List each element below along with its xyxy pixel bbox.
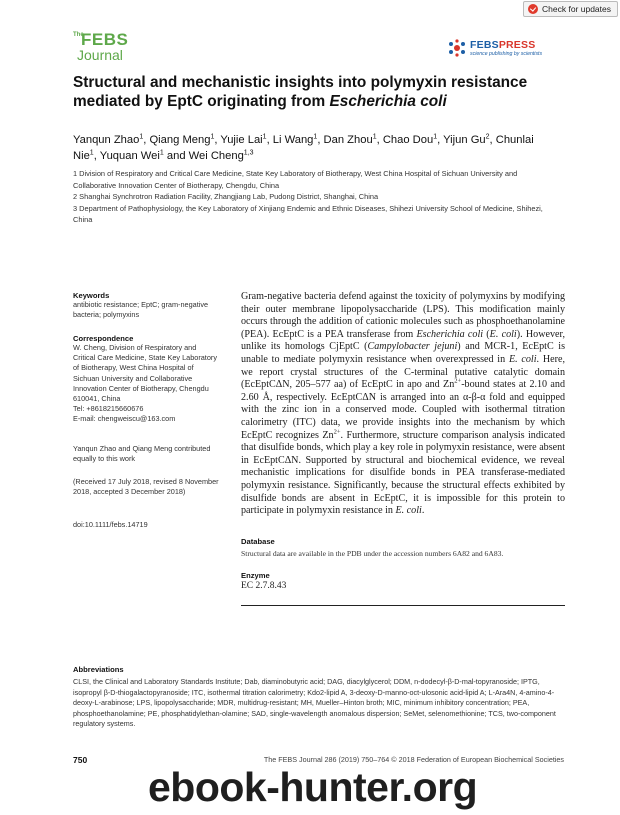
author-name: Chao Dou$^1$ [382, 133, 438, 146]
logo-the: The [73, 32, 84, 38]
author-name: Yuquan Wei$^1$ [99, 149, 164, 162]
author-affiliation-mark: 1 [313, 133, 318, 141]
author-affiliation-mark: 1,3 [243, 149, 254, 157]
author-name: Yujie Lai$^1$ [220, 133, 267, 146]
author-affiliation-mark: 1 [262, 133, 267, 141]
keywords-section [73, 291, 223, 320]
doi [73, 520, 223, 530]
author-name: Yijun Gu$^2$ [443, 133, 490, 146]
author-name: Li Wang$^1$ [272, 133, 318, 146]
febs-press-logo [447, 38, 557, 60]
history-text: (Received 17 July 2018, revised 8 November 2018, accepted 3 December 2018) [73, 477, 219, 497]
enzyme-text: EC 2.7.8.43 [241, 581, 287, 591]
correspondence-email[interactable]: E-mail: chengweiscu@163.com [73, 414, 176, 424]
correspondence-line: W. Cheng, Division of Respiratory and [73, 343, 197, 352]
contribution-text: Yanqun Zhao and Qiang Meng contributed equally to this work [73, 444, 211, 464]
author-affiliation-mark: 1 [139, 133, 144, 141]
febs-journal-logo [73, 32, 143, 66]
febs-press-dots-icon [447, 38, 467, 58]
author-name: Wei Cheng$^{1,3}$ [188, 149, 254, 162]
correspondence-line: Sichuan University and Collaborative [73, 373, 193, 383]
check-updates-icon [528, 4, 538, 14]
abbreviations-heading: Abbreviations [73, 665, 124, 674]
doi-text[interactable]: doi:10.1111/febs.14719 [73, 520, 148, 529]
affiliation-2: 2 Shanghai Synchrotron Radiation Facility, Zhangjiang Lab, Pudong District, Shanghai, China [73, 192, 379, 201]
author-name: Yanqun Zhao$^1$ [73, 133, 144, 146]
check-for-updates-button[interactable] [523, 1, 618, 17]
enzyme-section [241, 571, 565, 591]
correspondence-heading: Correspondence [73, 334, 134, 343]
keywords-heading: Keywords [73, 291, 110, 300]
article-title: Structural and mechanistic insights into polymyxin resistance mediated by EptC originating from Escherichia coli [73, 74, 528, 110]
logo-febs: FEBS [81, 30, 129, 49]
abstract: Gram-negative bacteria defend against the toxicity of polymyxins by modifying their outer membrane lipopolysaccharide (LPS). This modification mainly occurs through the addition of cationic molecules such as phosphoethanolamine (PEA). EcEptC is a PEA transferase from Escherichia coli (E. coli). However, unlike its homologs CjEptC (Campylobacter jejuni) and MCR-1, EcEptC is unable to mediate polymyxin resistance when overexpressed in E. coli. Here, we report crystal structures of the C-terminal putative catalytic domain (EcEptCΔN, 205–577 aa) of EcEptC in apo and $Zn^{2+}$-bound states at 2.10 and 2.60 Å, respectively. EcEptCΔN is arranged into an α-β-α fold and equipped with the zinc ion in a conserved mode. Coupled with isothermal titration calorimetry (ITC) data, we provide insights into the mechanism by which EcEptC recognizes $Zn^{2+}$. Furthermore, structure comparison analysis indicated that disulfide bonds, which play a key role in polymyxin resistance, were absent in EcEptCΔN. Supported by structural and biochemical evidence, we reveal mechanistic implications for disulfide bonds in PEA transferase-mediated polymyxin resistance. Significantly, because the structural effects exhibited by disulfide bonds are absent in EcEptC, it is impossible for this protein to participate in polymyxin resistance in E. coli. [241, 291, 565, 517]
affiliation-1: 1 Division of Respiratory and Critical Care Medicine, State Key Laboratory of Biotherapy, West China Hospital of Sichuan University and Collaborative Innovation Center of Biotherapy, Chengdu, China [73, 169, 518, 190]
logo-journal: Journal [77, 47, 123, 63]
correspondence-section [73, 334, 223, 425]
author-affiliation-mark: 1 [372, 133, 377, 141]
contribution-note [73, 444, 223, 464]
section-divider [241, 605, 565, 606]
correspondence-line: 610041, China [73, 394, 121, 404]
abbreviations-section [73, 665, 563, 730]
footer-citation: The FEBS Journal 286 (2019) 750–764 © 2018 Federation of European Biochemical Societies [263, 755, 564, 764]
database-heading: Database [241, 537, 275, 546]
author-name: Dan Zhou$^1$ [323, 133, 377, 146]
affiliations [73, 168, 553, 226]
correspondence-phone: Tel: +8618215660676 [73, 404, 144, 414]
correspondence-line: of Biotherapy, West China Hospital of [73, 363, 194, 373]
watermark: ebook-hunter.org [148, 764, 478, 810]
page-number: 750 [73, 755, 88, 765]
affiliation-3: 3 Department of Pathophysiology, the Key Laboratory of Xinjiang Endemic and Ethnic Diseases, Shihezi University School of Medicine, Shihezi, China [73, 203, 543, 224]
check-updates-label: Check for updates [542, 4, 611, 14]
press-tagline: science publishing by scientists [470, 51, 543, 57]
author-affiliation-mark: 1 [159, 149, 164, 157]
author-name: Qiang Meng$^1$ [149, 133, 215, 146]
author-affiliation-mark: 2 [485, 133, 490, 141]
author-list: Yanqun Zhao$^1$, Qiang Meng$^1$, Yujie Lai$^1$, Li Wang$^1$, Dan Zhou$^1$, Chao Dou$^1$, Yijun Gu$^2$, Chunlai Nie$^1$, Yuquan Wei$^1$ and Wei Cheng$^{1,3}$ [73, 133, 534, 162]
database-section [241, 537, 565, 558]
author-affiliation-mark: 1 [433, 133, 438, 141]
author-name: Chunlai Nie$^1$ [73, 134, 534, 162]
enzyme-heading: Enzyme [241, 571, 270, 580]
correspondence-line: Critical Care Medicine, State Key Laboratory [73, 353, 217, 363]
keywords-text: antibiotic resistance; EptC; gram-negative bacteria; polymyxins [73, 300, 209, 320]
press-name: FEBSPRESS [470, 39, 536, 51]
author-affiliation-mark: 1 [210, 133, 215, 141]
database-text: Structural data are available in the PDB under the accession numbers 6A82 and 6A83. [241, 549, 504, 558]
author-affiliation-mark: 1 [89, 149, 94, 157]
correspondence-line: Innovation Center of Biotherapy, Chengdu [73, 383, 209, 393]
history-note [73, 477, 223, 497]
abbreviations-text: CLSI, the Clinical and Laboratory Standards Institute; Dab, diaminobutyric acid; DAG, diacylglycerol; DDM, n-dodecyl-β-D-mal-topyranoside; IPTG, isopropyl β-D-thiogalactopyranoside; ITC, isothermal titration calorimetry; Kdo2-lipid A, 3-deoxy-D-manno-oct-ulosonic acid-lipid A; L-Ara4N, 4-amino-4-deoxy-L-arabinose; LPS, lipopolysaccharide; MDR, multidrug-resistant; MH, Mueller–Hinton broth; MIC, minimum inhibitory concentration; PEA, phosphoethanolamine; PE, phosphatidylethan-olamine; SAD, single-wavelength anomalous dispersion; SeMet, selenomethionine; TCS, two-component regulatory systems. [73, 677, 556, 729]
